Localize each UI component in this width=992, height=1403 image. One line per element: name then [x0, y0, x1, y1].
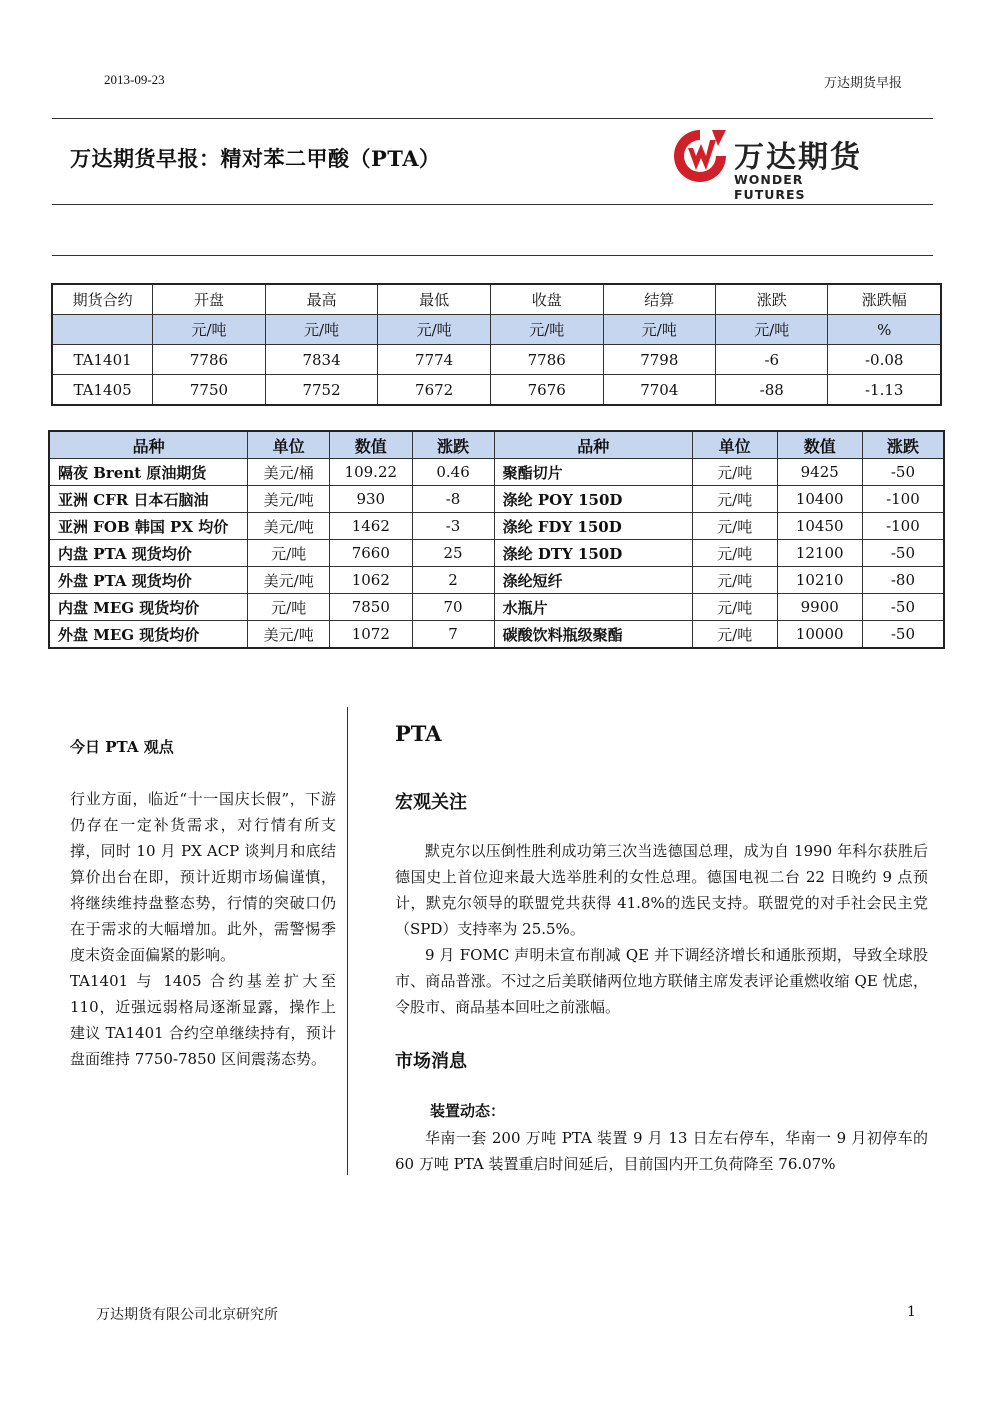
futures-table — [51, 283, 942, 406]
table-unit-cell: 元/吨 — [378, 315, 491, 345]
table-cell: 7786 — [153, 345, 266, 375]
table-cell: 美元/吨 — [248, 513, 330, 540]
table-unit-cell: 元/吨 — [716, 315, 828, 345]
table-cell: 10000 — [777, 621, 862, 649]
table-cell: -50 — [862, 621, 944, 649]
product-name-cell: 亚洲 CFR 日本石脑油 — [49, 486, 248, 513]
table-cell: 元/吨 — [248, 540, 330, 567]
page-number: 1 — [907, 1304, 916, 1320]
market-heading: 市场消息 — [395, 1051, 467, 1072]
table-cell: 7786 — [490, 345, 603, 375]
product-name-cell: 外盘 MEG 现货均价 — [49, 621, 248, 649]
device-body — [395, 1125, 928, 1177]
table-cell: 美元/吨 — [248, 486, 330, 513]
macro-paragraph: 9 月 FOMC 声明未宣布削减 QE 并下调经济增长和通胀预期，导致全球股市、商品普涨。不过之后美联储两位地方联储主席发表评论重燃收缩 QE 忧虑，令股市、商品基本回吐之前涨幅。 — [395, 946, 928, 1016]
table-header-cell: 开盘 — [153, 284, 266, 315]
product-name-cell: 外盘 PTA 现货均价 — [49, 567, 248, 594]
table-unit-cell: % — [828, 315, 941, 345]
table-row — [49, 594, 944, 621]
table-cell: 7752 — [265, 375, 378, 406]
section-title: PTA — [395, 721, 442, 746]
product-name-cell: 碳酸饮料瓶级聚酯 — [494, 621, 692, 649]
table-cell: 元/吨 — [692, 567, 777, 594]
table-cell: 930 — [330, 486, 412, 513]
table-cell: 元/吨 — [692, 594, 777, 621]
publication-name: 万达期货早报 — [823, 76, 902, 91]
product-name-cell: 水瓶片 — [494, 594, 692, 621]
table-row — [52, 345, 941, 375]
table-cell: 7850 — [330, 594, 412, 621]
product-name-cell: 内盘 PTA 现货均价 — [49, 540, 248, 567]
wonder-logo-icon — [670, 126, 730, 188]
table-cell: 7798 — [603, 345, 716, 375]
table-cell: 7704 — [603, 375, 716, 406]
macro-body — [395, 838, 928, 1020]
product-name-cell: 内盘 MEG 现货均价 — [49, 594, 248, 621]
table-header-cell: 涨跌 — [716, 284, 828, 315]
sidebar-title: 今日 PTA 观点 — [70, 738, 174, 756]
table-cell: 美元/桶 — [248, 459, 330, 486]
table-cell: 元/吨 — [248, 594, 330, 621]
table-header-cell: 最低 — [378, 284, 491, 315]
table-header-cell: 品种 — [494, 431, 692, 459]
table-header-cell: 收盘 — [490, 284, 603, 315]
table-row — [49, 486, 944, 513]
table-header-row — [52, 284, 941, 315]
table-cell: 元/吨 — [692, 621, 777, 649]
table-row — [49, 513, 944, 540]
table-cell: 9425 — [777, 459, 862, 486]
table-cell: 25 — [412, 540, 494, 567]
device-paragraph: 华南一套 200 万吨 PTA 装置 9 月 13 日左右停车，华南一 9 月初停车的 60 万吨 PTA 装置重启时间延后，目前国内开工负荷降至 76.07% — [395, 1129, 928, 1173]
sidebar-paragraph: TA1401 与 1405 合约基差扩大至 110，近强远弱格局逐渐显露，操作上建议 TA1401 合约空单继续持有，预计盘面维持 7750-7850 区间震荡态势。 — [70, 972, 336, 1068]
table-cell: 元/吨 — [692, 486, 777, 513]
table-row — [49, 459, 944, 486]
logo-cn-text: 万达期货 — [734, 140, 862, 175]
table-header-cell: 期货合约 — [52, 284, 153, 315]
table-header-cell: 结算 — [603, 284, 716, 315]
sidebar-view — [70, 786, 336, 1072]
table-cell: 元/吨 — [692, 459, 777, 486]
table-unit-cell: 元/吨 — [153, 315, 266, 345]
table-cell: -50 — [862, 459, 944, 486]
table-row — [49, 540, 944, 567]
table-header-cell: 单位 — [248, 431, 330, 459]
table-cell: -0.08 — [828, 345, 941, 375]
table-cell: 7660 — [330, 540, 412, 567]
product-name-cell: 涤纶 FDY 150D — [494, 513, 692, 540]
section-divider — [52, 255, 933, 256]
table-cell: -50 — [862, 540, 944, 567]
report-title: 万达期货早报：精对苯二甲酸（PTA） — [70, 146, 441, 171]
table-cell: -80 — [862, 567, 944, 594]
table-header-cell: 数值 — [777, 431, 862, 459]
logo-en-text: WONDER FUTURES — [734, 172, 806, 202]
table-cell: 7834 — [265, 345, 378, 375]
table-cell: 7672 — [378, 375, 491, 406]
table-header-cell: 单位 — [692, 431, 777, 459]
table-unit-cell: 元/吨 — [490, 315, 603, 345]
table-cell: 1072 — [330, 621, 412, 649]
table-cell: -100 — [862, 486, 944, 513]
table-header-cell: 数值 — [330, 431, 412, 459]
table-cell: 美元/吨 — [248, 621, 330, 649]
table-header-cell: 最高 — [265, 284, 378, 315]
report-date: 2013-09-23 — [104, 72, 165, 87]
product-name-cell: 聚酯切片 — [494, 459, 692, 486]
table-cell: -6 — [716, 345, 828, 375]
table-cell: TA1405 — [52, 375, 153, 406]
table-cell: -1.13 — [828, 375, 941, 406]
product-name-cell: 涤纶短纤 — [494, 567, 692, 594]
product-name-cell: 隔夜 Brent 原油期货 — [49, 459, 248, 486]
table-cell: 0.46 — [412, 459, 494, 486]
footer-org: 万达期货有限公司北京研究所 — [96, 1307, 278, 1323]
title-divider — [52, 204, 933, 205]
table-cell: 109.22 — [330, 459, 412, 486]
product-name-cell: 涤纶 DTY 150D — [494, 540, 692, 567]
sidebar-paragraph: 行业方面，临近“十一国庆长假”，下游仍存在一定补货需求，对行情有所支撑，同时 10 月 PX ACP 谈判月和底结算价出台在即，预计近期市场偏谨慎，将继续维持盘整态势，行情的突破口仍在于需求的大幅增加。此外，需警惕季度末资金面偏紧的影响。 — [70, 790, 336, 964]
table-row — [52, 375, 941, 406]
table-cell: -100 — [862, 513, 944, 540]
table-cell: -50 — [862, 594, 944, 621]
table-header-cell: 涨跌 — [412, 431, 494, 459]
column-divider — [347, 707, 348, 1175]
macro-paragraph: 默克尔以压倒性胜利成功第三次当选德国总理，成为自 1990 年科尔获胜后德国史上首位迎来最大选举胜利的女性总理。德国电视二台 22 日晚约 9 点预计，默克尔领导的联盟党共获得 41.8%的选民支持。联盟党的对手社会民主党（SPD）支持率为 25.5%。 — [395, 842, 928, 938]
table-cell: 1062 — [330, 567, 412, 594]
table-cell: TA1401 — [52, 345, 153, 375]
table-cell: 10400 — [777, 486, 862, 513]
table-cell: 1462 — [330, 513, 412, 540]
table-cell: 7774 — [378, 345, 491, 375]
company-logo — [670, 126, 880, 202]
table-cell: 10210 — [777, 567, 862, 594]
table-header-row — [49, 431, 944, 459]
table-unit-cell — [52, 315, 153, 345]
table-cell: 2 — [412, 567, 494, 594]
table-cell: 70 — [412, 594, 494, 621]
table-units-row — [52, 315, 941, 345]
table-header-cell: 涨跌 — [862, 431, 944, 459]
product-name-cell: 涤纶 POY 150D — [494, 486, 692, 513]
table-unit-cell: 元/吨 — [265, 315, 378, 345]
table-cell: 美元/吨 — [248, 567, 330, 594]
macro-heading: 宏观关注 — [395, 792, 467, 813]
table-cell: -88 — [716, 375, 828, 406]
table-cell: 元/吨 — [692, 513, 777, 540]
table-row — [49, 567, 944, 594]
table-cell: 7 — [412, 621, 494, 649]
table-cell: 7750 — [153, 375, 266, 406]
product-name-cell: 亚洲 FOB 韩国 PX 均价 — [49, 513, 248, 540]
table-unit-cell: 元/吨 — [603, 315, 716, 345]
table-cell: 元/吨 — [692, 540, 777, 567]
table-cell: 10450 — [777, 513, 862, 540]
device-heading: 装置动态： — [430, 1102, 506, 1120]
header-divider — [52, 118, 933, 119]
table-header-cell: 涨跌幅 — [828, 284, 941, 315]
table-cell: -3 — [412, 513, 494, 540]
table-cell: -8 — [412, 486, 494, 513]
table-row — [49, 621, 944, 649]
spot-price-table — [48, 430, 945, 649]
table-cell: 7676 — [490, 375, 603, 406]
table-header-cell: 品种 — [49, 431, 248, 459]
table-cell: 12100 — [777, 540, 862, 567]
table-cell: 9900 — [777, 594, 862, 621]
